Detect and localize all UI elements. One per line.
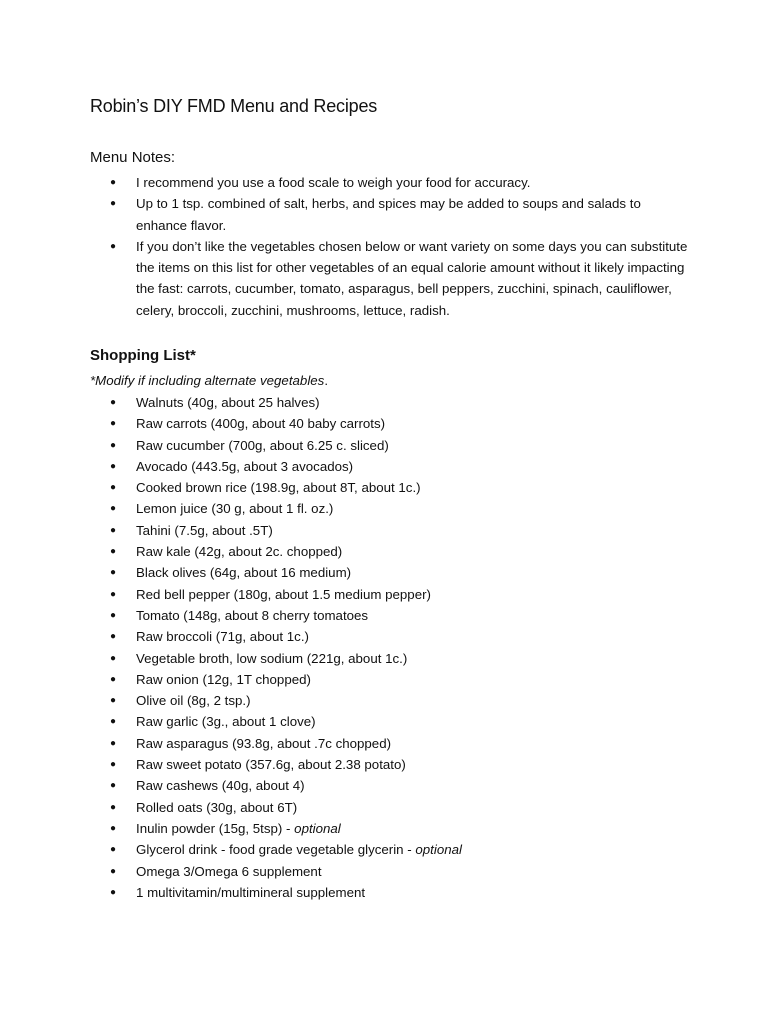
shopping-list-item xyxy=(110,456,690,477)
optional-label: optional xyxy=(294,820,341,836)
shopping-list-item xyxy=(110,754,690,775)
shopping-item-text: Raw kale (42g, about 2c. chopped) xyxy=(136,544,343,560)
shopping-list-item xyxy=(110,648,690,669)
shopping-list-item xyxy=(110,690,690,711)
shopping-item-text: Raw onion (12g, 1T chopped) xyxy=(136,671,311,687)
shopping-list-item xyxy=(110,392,690,413)
shopping-list-item xyxy=(110,882,690,903)
shopping-item-text: Omega 3/Omega 6 supplement xyxy=(136,863,322,879)
shopping-item-text: Glycerol drink - food grade vegetable glycerin - xyxy=(136,842,416,858)
shopping-list-heading: Shopping List* xyxy=(90,347,196,364)
optional-label: optional xyxy=(415,842,462,858)
shopping-list-item xyxy=(110,541,690,562)
shopping-item-text: Avocado (443.5g, about 3 avocados) xyxy=(136,458,354,474)
shopping-list-item xyxy=(110,584,690,605)
shopping-item-text: Red bell pepper (180g, about 1.5 medium pepper) xyxy=(136,586,431,602)
shopping-list-item xyxy=(110,498,690,519)
shopping-item-text: Vegetable broth, low sodium (221g, about 1c.) xyxy=(136,650,408,666)
shopping-item-text: Raw asparagus (93.8g, about .7c chopped) xyxy=(136,735,392,751)
shopping-list-item xyxy=(110,839,690,860)
shopping-list-note xyxy=(90,370,328,391)
shopping-list-item xyxy=(110,711,690,732)
shopping-list-item xyxy=(110,435,690,456)
shopping-item-text: Raw cucumber (700g, about 6.25 c. sliced) xyxy=(136,437,389,453)
shopping-item-text: Lemon juice (30 g, about 1 fl. oz.) xyxy=(136,501,334,517)
shopping-item-text: Raw carrots (400g, about 40 baby carrots) xyxy=(136,416,386,432)
shopping-item-text: Raw broccoli (71g, about 1c.) xyxy=(136,629,309,645)
shopping-list-item xyxy=(110,520,690,541)
shopping-list-note-period: . xyxy=(324,373,329,388)
shopping-item-text: Rolled oats (30g, about 6T) xyxy=(136,799,298,815)
menu-note-item: ● If you don’t like the vegetables chosen below or want variety on some days you can substitute the items on this list for other vegetables of an equal calorie amount without it likely impacting the fast: carrots, cucumber, tomato, asparagus, bell peppers, zucchini, spinach, cauliflower, celery, broccoli, zucchini, mushrooms, lettuce, radish. xyxy=(110,236,690,321)
shopping-item-text: Raw sweet potato (357.6g, about 2.38 potato) xyxy=(136,757,406,773)
document-title: Robin’s DIY FMD Menu and Recipes xyxy=(90,96,378,116)
shopping-list-item xyxy=(110,861,690,882)
shopping-item-text: Black olives (64g, about 16 medium) xyxy=(136,565,352,581)
menu-note-item: ● Up to 1 tsp. combined of salt, herbs, and spices may be added to soups and salads to enhance flavor. xyxy=(110,193,690,236)
shopping-list-item xyxy=(110,477,690,498)
shopping-list-item xyxy=(110,775,690,796)
shopping-item-text: Walnuts (40g, about 25 halves) xyxy=(136,395,320,410)
menu-notes-heading: Menu Notes: xyxy=(90,149,176,166)
shopping-list-item xyxy=(110,669,690,690)
shopping-list-item xyxy=(110,562,690,583)
shopping-item-text: Tahini (7.5g, about .5T) xyxy=(136,522,273,538)
shopping-list-item xyxy=(110,626,690,647)
shopping-item-text: Inulin powder (15g, 5tsp) - xyxy=(136,820,295,836)
shopping-list-note-text: *Modify if including alternate vegetables xyxy=(90,373,325,388)
shopping-item-text: 1 multivitamin/multimineral supplement xyxy=(136,884,366,900)
menu-notes-list xyxy=(110,172,690,321)
shopping-item-text: Tomato (148g, about 8 cherry tomatoes xyxy=(136,607,369,623)
shopping-list-item xyxy=(110,733,690,754)
shopping-list-item xyxy=(110,413,690,434)
shopping-item-text: Olive oil (8g, 2 tsp.) xyxy=(136,693,251,709)
shopping-item-text: Raw cashews (40g, about 4) xyxy=(136,778,305,794)
shopping-list xyxy=(110,392,690,903)
shopping-item-text: Cooked brown rice (198.9g, about 8T, about 1c.) xyxy=(136,480,421,496)
shopping-list-item xyxy=(110,605,690,626)
shopping-list-item xyxy=(110,818,690,839)
menu-note-item: ● I recommend you use a food scale to weigh your food for accuracy. xyxy=(110,172,690,193)
shopping-item-text: Raw garlic (3g., about 1 clove) xyxy=(136,714,316,730)
shopping-list-item xyxy=(110,797,690,818)
